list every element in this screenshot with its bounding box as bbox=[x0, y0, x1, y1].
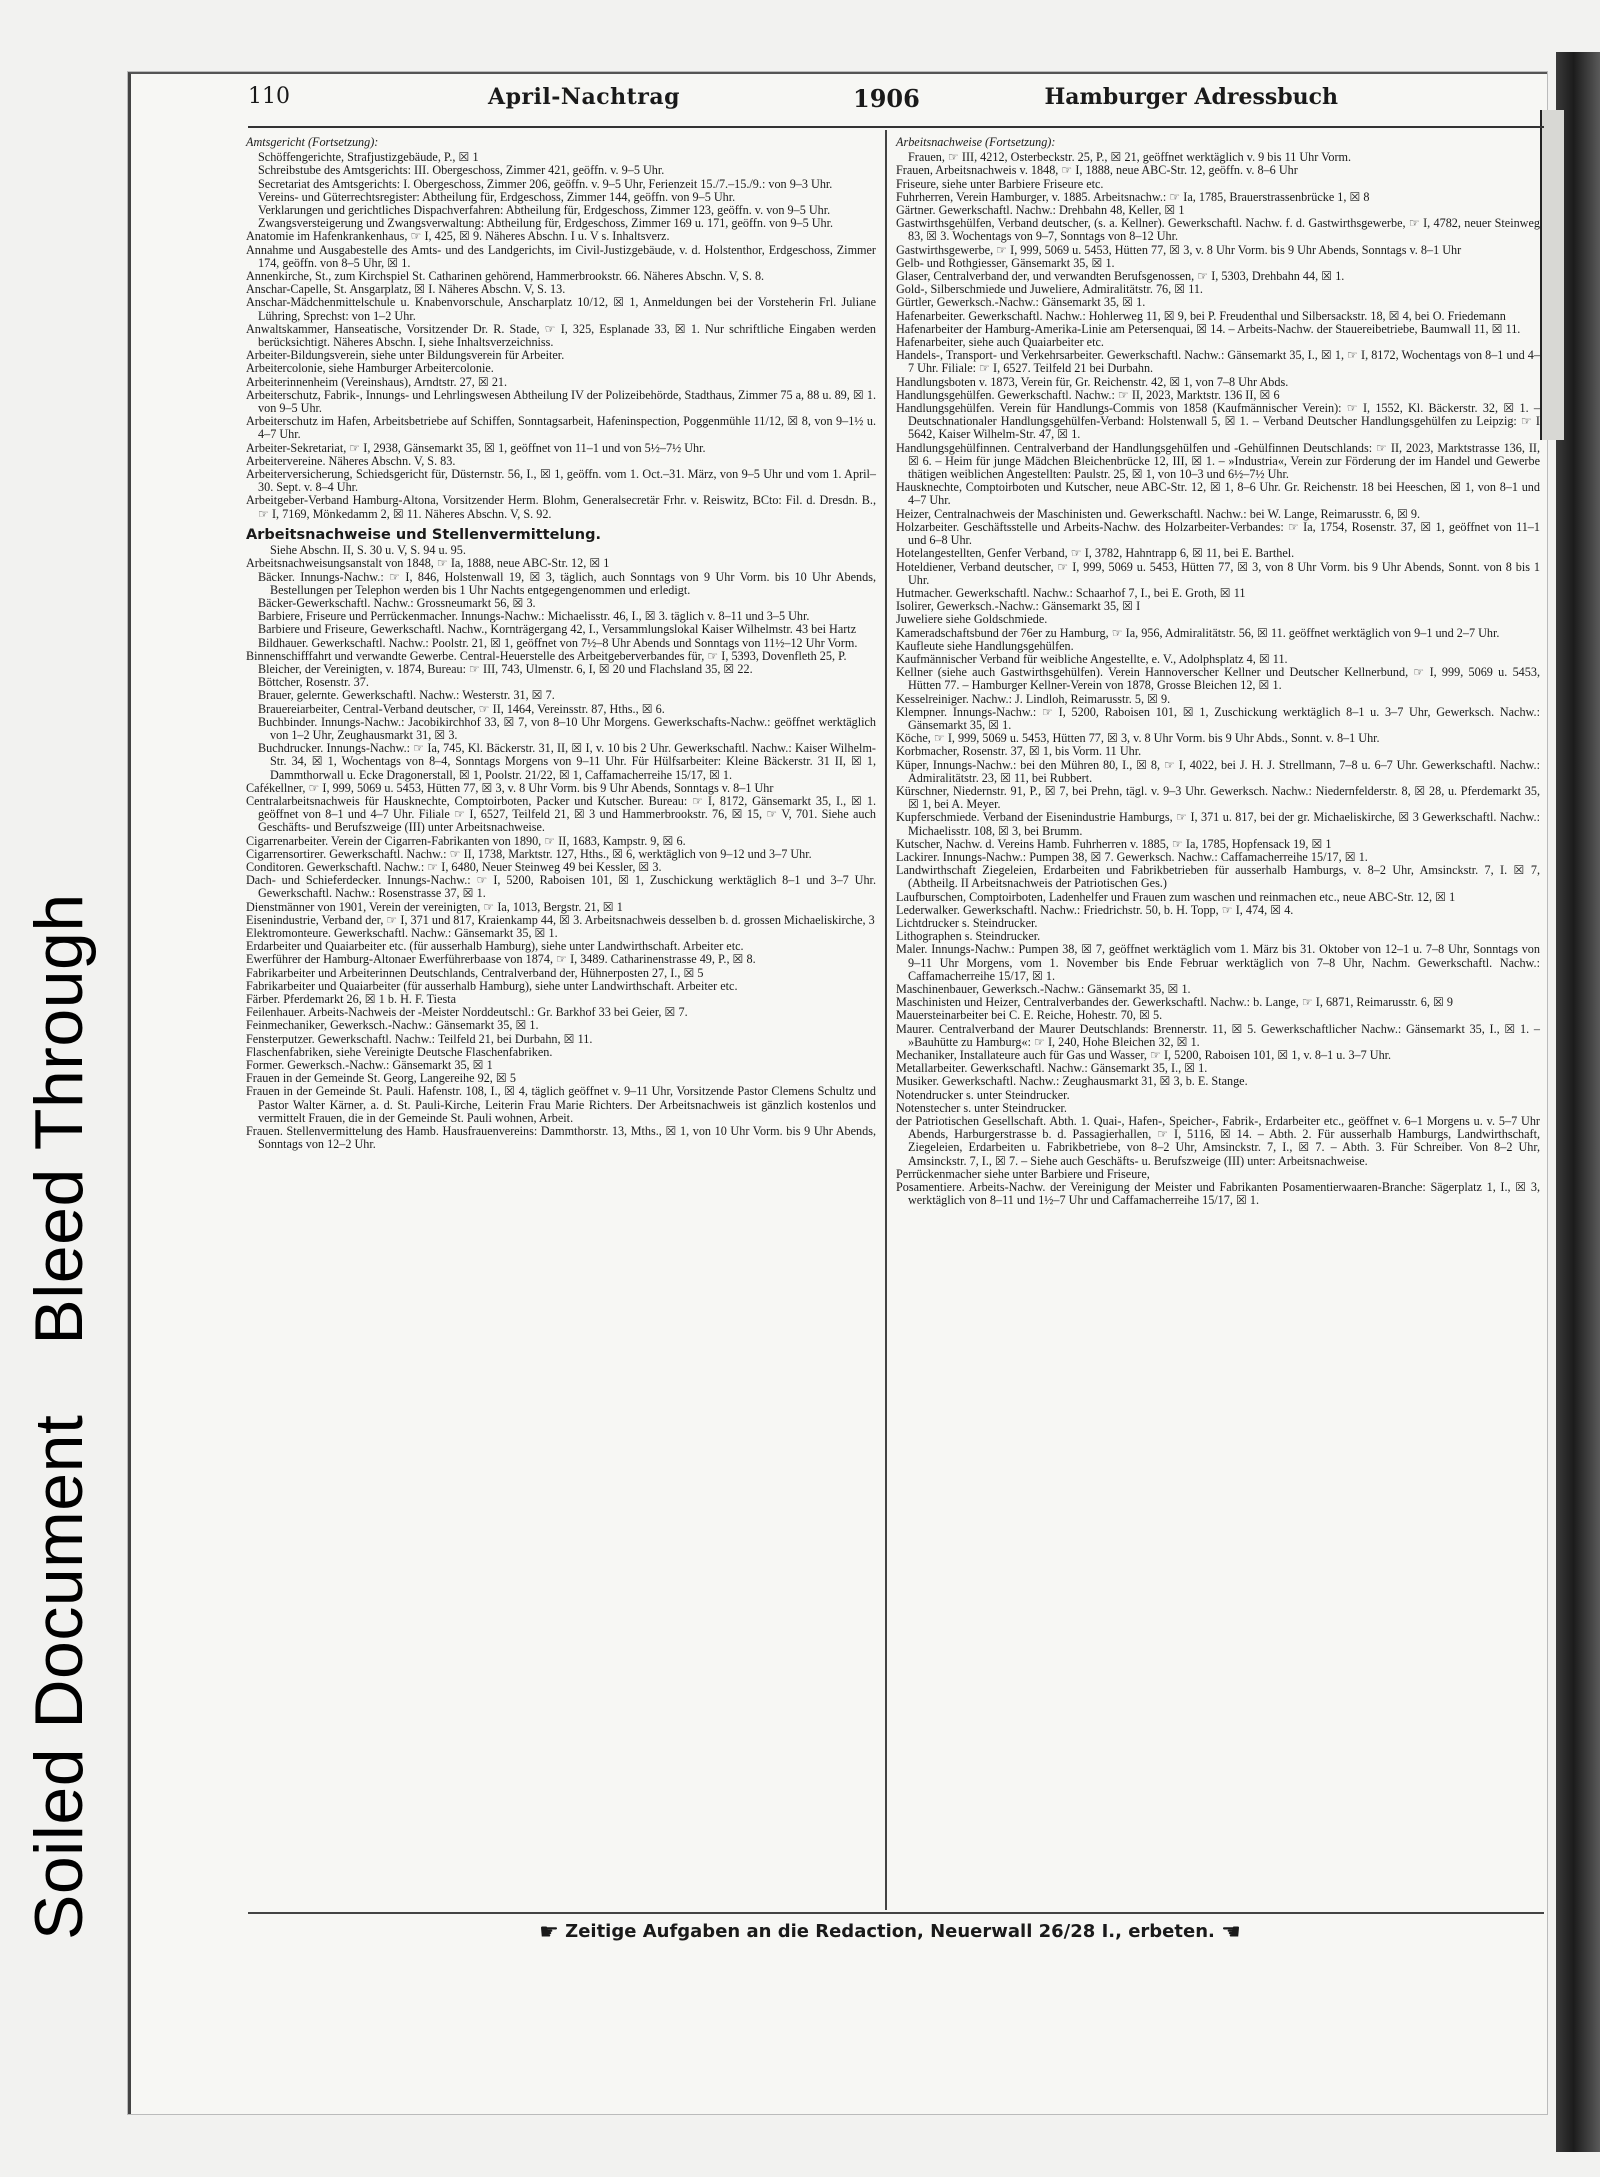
entry: Fabrikarbeiter und Arbeiterinnen Deutschlands, Centralverband der, Hühnerposten 27, I., ☒ 5 bbox=[246, 965, 704, 980]
entry: Lederwalker. Gewerkschaftl. Nachw.: Friedrichstr. 50, b. H. Topp, ☞ I, 474, ☒ 4. bbox=[896, 902, 1294, 917]
entry: Färber. Pferdemarkt 26, ☒ 1 b. H. F. Tiesta bbox=[246, 992, 457, 1006]
entry: Elektromonteure. Gewerkschaftl. Nachw.: Gänsemarkt 35, ☒ 1. bbox=[246, 925, 558, 940]
entry: Centralarbeitsnachweis für Hausknechte, Comptoirboten, Packer und Kutscher. Bureau: ☞ I, 8172, Gänsemarkt 35, I., ☒ 1. geöffnet von 8–1 und 4–7 Uhr. Filiale ☞ I, 6527, Teilfeld 21, ☒ 3 und Hammerbrookstr. 76, ☒ 15, ☞ V, 701. Siehe auch Geschäfts- und Berufszweige (III) unter Arbeitsnachweise. bbox=[246, 793, 876, 835]
entry: Handels-, Transport- und Verkehrsarbeiter. Gewerkschaftl. Nachw.: Gänsemarkt 35, I., ☒ 1, ☞ I, 8172, Wochentags von 8–1 und 4–7 Uhr. Filiale: ☞ I, 6527. Teilfeld 21 bei Durbahn. bbox=[896, 348, 1540, 376]
entry: der Patriotischen Gesellschaft. Abth. 1. Quai-, Hafen-, Speicher-, Fabrik-, Erdarbeiter etc., geöffnet v. 6–1 Morgens u. v. 5–7 Uhr Abends, Harburgerstrasse b. d. Passagierhallen, ☞ I, 5116, ☒ 14. – Abth. 2. Für ausserhalb Hamburgs, Landwirthschaft, Ziegeleien, Erdarbeiten u. Fabrikbetriebe, von 8–2 Uhr, Amsinckstr. 7, I., ☒ 7. – Abth. 3. Für Schreiber. Von 8–2 Uhr, Amsinckstr. 7, I., ☒ 7. – Siehe auch Geschäfts- u. Berufszweige (III) unter: Arbeitsnachweise. bbox=[896, 1114, 1540, 1168]
entry: Anschar-Mädchenmittelschule u. Knabenvorschule, Anscharplatz 10/12, ☒ 1, Anmeldungen bei der Vorsteherin Frl. Juliane Lühring, Sprechst: von 1–2 Uhr. bbox=[246, 295, 876, 323]
entry: Bäcker-Gewerkschaftl. Nachw.: Grossneumarkt 56, ☒ 3. bbox=[258, 595, 536, 610]
entry: Arbeiterversicherung, Schiedsgericht für, Düsternstr. 56, I., ☒ 1, geöffn. vom 1. Oct.–31. März, von 9–5 Uhr und vom 1. April–30. Sept. v. 8–4 Uhr. bbox=[246, 467, 876, 495]
entry: Hausknechte, Comptoirboten und Kutscher, neue ABC-Str. 12, ☒ 1, 8–6 Uhr. Gr. Reichenstr. 18 bei Heeschen, ☒ 1, von 8–1 und 4–7 Uhr. bbox=[896, 480, 1540, 508]
entry: Böttcher, Rosenstr. 37. bbox=[258, 675, 369, 690]
entry: Frauen, ☞ III, 4212, Osterbeckstr. 25, P., ☒ 21, geöffnet werktäglich v. 9 bis 11 Uhr Vorm. bbox=[908, 150, 1352, 165]
entry: Maler. Innungs-Nachw.: Pumpen 38, ☒ 7, geöffnet werktäglich vom 1. März bis 31. Oktober von 12–1 u. 7–8 Uhr, Sonntags von 9–11 Uhr Morgens, vom 1. November bis Ende Februar werktäglich von 7–8 Uhr, Nachm. Gewerkschaftl. Nachw.: Caffamacherreihe 15/17, ☒ 1. bbox=[896, 942, 1540, 983]
entry: Kameradschaftsbund der 76er zu Hamburg, ☞ Ia, 956, Admiralitätstr. 56, ☒ 11. geöffnet werktäglich von 9–1 und 2–7 Uhr. bbox=[896, 625, 1500, 640]
entry: Laufburschen, Comptoirboten, Ladenhelfer und Frauen zum waschen und reinmachen etc., neue ABC-Str. 12, ☒ 1 bbox=[896, 889, 1456, 904]
entry: Arbeitercolonie, siehe Hamburger Arbeitercolonie. bbox=[246, 361, 494, 376]
entry: Köche, ☞ I, 999, 5069 u. 5453, Hütten 77, ☒ 3, v. 8 Uhr Vorm. bis 9 Uhr Abds., Sonnt. v. 8–1 Uhr. bbox=[896, 731, 1380, 746]
entry: Kellner (siehe auch Gastwirthsgehülfen). Verein Hannoverscher Kellner und Deutscher Kellnerbund, ☞ I, 999, 5069 u. 5453, Hütten 77. – Hamburger Kellner-Verein von 1878, Grosse Bleichen 12, ☒ 1. bbox=[896, 665, 1540, 693]
entry: Lithographen s. Steindrucker. bbox=[896, 929, 1041, 944]
entry: Handlungsgehülfen. Verein für Handlungs-Commis von 1858 (Kaufmännischer Verein): ☞ I, 1552, Kl. Bäckerstr. 32, ☒ 1. – Deutschnationaler Handlungsgehülfen-Verband: Holstenwall 5, ☒ 1. – Verband Deutscher Handlungsgehülfen zu Leipzig: ☞ I 5642, Kaiser Wilhelm-Str. 47, ☒ 1. bbox=[896, 401, 1540, 442]
entry: Arbeiterschutz im Hafen, Arbeitsbetriebe auf Schiffen, Sonntagsarbeit, Hafeninspection, Poggenmühle 11/12, ☒ 8, von 9–1½ u. 4–7 Uhr. bbox=[246, 414, 876, 442]
entry: Bleicher, der Vereinigten, v. 1874, Bureau: ☞ III, 743, Ulmenstr. 6, I, ☒ 20 und Flachsland 35, ☒ 22. bbox=[258, 661, 753, 676]
entry: Anatomie im Hafenkrankenhaus, ☞ I, 425, ☒ 9. Näheres Abschn. I u. V s. Inhaltsverz. bbox=[246, 229, 670, 244]
entry: Arbeiterinnenheim (Vereinshaus), Arndtstr. 27, ☒ 21. bbox=[246, 374, 508, 389]
side-label-soiled: Soiled Document bbox=[21, 1414, 97, 1940]
entry: Posamentiere. Arbeits-Nachw. der Vereinigung der Meister und Fabrikanten Posamentierwaaren-Branche: Sägerplatz 1, I., ☒ 3, werktäglich von 8–11 und 1½–7 Uhr und Caffamacherreihe 15/17, ☒ 1. bbox=[896, 1180, 1540, 1208]
entry: Fensterputzer. Gewerkschaftl. Nachw.: Teilfeld 21, bei Durbahn, ☒ 11. bbox=[246, 1031, 593, 1046]
entry: Handlungsgehülfen. Gewerkschaftl. Nachw.: ☞ II, 2023, Marktstr. 136 II, ☒ 6 bbox=[896, 387, 1280, 402]
entry: Buchbinder. Innungs-Nachw.: Jacobikirchhof 33, ☒ 7, von 8–10 Uhr Morgens. Gewerkschafts-Nachw.: geöffnet werktäglich von 1–2 Uhr, Zeughausmarkt 31, ☒ 3. bbox=[258, 714, 876, 742]
entry: Friseure, siehe unter Barbiere Friseure etc. bbox=[896, 176, 1104, 191]
entry: Maschinisten und Heizer, Centralverbandes der. Gewerkschaftl. Nachw.: b. Lange, ☞ I, 6871, Reimarusstr. 6, ☒ 9 bbox=[896, 995, 1454, 1010]
entry: Metallarbeiter. Gewerkschaftl. Nachw.: Gänsemarkt 35, I., ☒ 1. bbox=[896, 1061, 1208, 1076]
entry: Maschinenbauer, Gewerksch.-Nachw.: Gänsemarkt 35, ☒ 1. bbox=[896, 982, 1191, 996]
see-reference: Siehe Abschn. II, S. 30 u. V, S. 94 u. 95. bbox=[270, 543, 466, 558]
entry: Barbiere und Friseure, Gewerkschaftl. Nachw., Kornträgergang 42, I., Versammlungslokal Kaiser Wilhelmstr. 43 bei Hartz bbox=[258, 622, 857, 637]
entry: Cafékellner, ☞ I, 999, 5069 u. 5453, Hütten 77, ☒ 3, v. 8 Uhr Vorm. bis 9 Uhr Abends, Sonntags v. 8–1 Uhr bbox=[246, 780, 774, 795]
entry: Holzarbeiter. Geschäftsstelle und Arbeits-Nachw. des Holzarbeiter-Verbandes: ☞ Ia, 1754, Rosenstr. 37, ☒ 1, geöffnet von 11–1 und 6–8 Uhr. bbox=[896, 519, 1540, 548]
entry: Kaufmännischer Verband für weibliche Angestellte, e. V., Adolphsplatz 4, ☒ 11. bbox=[896, 651, 1288, 666]
entry: Hoteldiener, Verband deutscher, ☞ I, 999, 5069 u. 5453, Hütten 77, ☒ 3, von 8 Uhr Vorm. bis 9 Uhr Abends, Sonnt. von 8 bis 1 Uhr. bbox=[896, 559, 1540, 587]
footer-notice bbox=[440, 1920, 1340, 1945]
entry: Klempner. Innungs-Nachw.: ☞ I, 5200, Raboisen 101, ☒ 1, Zuschickung werktäglich 8–1 u. 3–7 Uhr, Gewerksch. Nachw.: Gänsemarkt 35, ☒ 1. bbox=[896, 704, 1540, 732]
entry: Kaufleute siehe Handlungsgehülfen. bbox=[896, 638, 1074, 653]
page-header bbox=[248, 80, 1338, 120]
entry: Arbeitervereine. Näheres Abschn. V, S. 83. bbox=[246, 453, 456, 468]
entry: Frauen, Arbeitsnachweis v. 1848, ☞ I, 1888, neue ABC-Str. 12, geöffn. v. 8–6 Uhr bbox=[896, 163, 1298, 178]
entry: Bildhauer. Gewerkschaftl. Nachw.: Poolstr. 21, ☒ 1, geöffnet von 7½–8 Uhr Abends und Sonntags von 11½–12 Uhr Vorm. bbox=[258, 635, 858, 650]
entry: Lackirer. Innungs-Nachw.: Pumpen 38, ☒ 7. Gewerksch. Nachw.: Caffamacherreihe 15/17, ☒ 1. bbox=[896, 849, 1368, 864]
entry: Mauersteinarbeiter bei C. E. Reiche, Hohestr. 70, ☒ 5. bbox=[896, 1008, 1163, 1023]
page-number: 110 bbox=[248, 84, 290, 109]
continuation-heading: Arbeitsnachweise (Fortsetzung): bbox=[896, 135, 1056, 149]
section-title: April-Nachtrag bbox=[488, 84, 681, 110]
entry: Notenstecher s. unter Steindrucker. bbox=[896, 1100, 1067, 1115]
entry: Gürtler, Gewerksch.-Nachw.: Gänsemarkt 35, ☒ 1. bbox=[896, 295, 1146, 310]
entry: Gastwirthsgewerbe, ☞ I, 999, 5069 u. 5453, Hütten 77, ☒ 3, v. 8 Uhr Vorm. bis 9 Uhr Abends, Sonntags v. 8–1 Uhr bbox=[896, 242, 1462, 257]
entry: Handlungsboten v. 1873, Verein für, Gr. Reichenstr. 42, ☒ 1, von 7–8 Uhr Abds. bbox=[896, 374, 1289, 389]
entry: Fabrikarbeiter und Quaiarbeiter (für ausserhalb Hamburg), siehe unter Landwirthschaft. Arbeiter etc. bbox=[246, 978, 738, 993]
year: 1906 bbox=[853, 84, 920, 113]
entry: Juweliere siehe Goldschmiede. bbox=[896, 612, 1048, 627]
entry: Anschar-Capelle, St. Ansgarplatz, ☒ I. Näheres Abschn. V, S. 13. bbox=[246, 282, 566, 297]
entry: Feinmechaniker, Gewerksch.-Nachw.: Gänsemarkt 35, ☒ 1. bbox=[246, 1018, 539, 1033]
entry: Gastwirthsgehülfen, Verband deutscher, (s. a. Kellner). Gewerkschaftl. Nachw. f. d. Gastwirthsgewerbe, ☞ I, 4782, neuer Steinweg 83, ☒ 3. Wochentags von 9–7, Sonntags von 8–12 Uhr. bbox=[896, 216, 1540, 244]
entry: Küper, Innungs-Nachw.: bei den Mühren 80, I., ☒ 8, ☞ I, 4022, bei J. H. J. Strellmann, 7–8 u. 6–7 Uhr. Gewerkschaftl. Nachw.: Admiralitätstr. 23, ☒ 11, bei Rubbert. bbox=[896, 757, 1540, 785]
entry: Arbeiter-Sekretariat, ☞ I, 2938, Gänsemarkt 35, ☒ 1, geöffnet von 11–1 und von 5½–7½ Uhr. bbox=[246, 440, 706, 455]
entry: Brauereiarbeiter, Central-Verband deutscher, ☞ II, 1464, Vereinsstr. 87, Hths., ☒ 6. bbox=[258, 701, 665, 716]
entry: Brauer, gelernte. Gewerkschaftl. Nachw.: Westerstr. 31, ☒ 7. bbox=[258, 688, 555, 703]
entry: Heizer, Centralnachweis der Maschinisten und. Gewerkschaftl. Nachw.: bei W. Lange, Reimarusstr. 6, ☒ 9. bbox=[896, 506, 1421, 521]
footer-text: Zeitige Aufgaben an die Redaction, Neuerwall 26/28 I., erbeten. bbox=[565, 1921, 1215, 1942]
book-title: Hamburger Adressbuch bbox=[1044, 84, 1338, 110]
entry: Kupferschmiede. Verband der Eisenindustrie Hamburgs, ☞ I, 371 u. 817, bei der gr. Michaeliskirche, ☒ 3 Gewerkschaftl. Nachw.: Michaelisstr. 108, ☒ 3, bei Brumm. bbox=[896, 810, 1540, 838]
entry: Arbeiter-Bildungsverein, siehe unter Bildungsverein für Arbeiter. bbox=[246, 348, 565, 363]
entry: Isolirer, Gewerksch.-Nachw.: Gänsemarkt 35, ☒ I bbox=[896, 599, 1141, 614]
entry: Bäcker. Innungs-Nachw.: ☞ I, 846, Holstenwall 19, ☒ 3, täglich, auch Sonntags von 9 Uhr Vorm. bis 10 Uhr Abends, Bestellungen per Telephon werden bis 1 Uhr Nachts entgegengenommen und erledigt. bbox=[258, 569, 876, 597]
entry: Cigarrensortirer. Gewerkschaftl. Nachw.: ☞ II, 1738, Marktstr. 127, Hths., ☒ 6, werktäglich von 9–12 und 3–7 Uhr. bbox=[246, 846, 812, 861]
entry: Gold-, Silberschmiede und Juweliere, Admiralitätstr. 76, ☒ 11. bbox=[896, 282, 1203, 297]
entry: Frauen in der Gemeinde St. Georg, Langereihe 92, ☒ 5 bbox=[246, 1071, 516, 1086]
entry: Feilenhauer. Arbeits-Nachweis der -Meister Norddeutschl.: Gr. Barkhof 33 bei Geier, ☒ 7. bbox=[246, 1005, 688, 1020]
entry: Gelb- und Rothgiesser, Gänsemarkt 35, ☒ 1. bbox=[896, 255, 1115, 270]
entry: Kesselreiniger. Nachw.: J. Lindloh, Reimarusstr. 5, ☒ 9. bbox=[896, 691, 1171, 706]
entry: Mechaniker, Installateure auch für Gas und Wasser, ☞ I, 5200, Raboisen 101, ☒ 1, v. 8–1 u. 3–7 Uhr. bbox=[896, 1048, 1392, 1063]
entry: Dach- und Schieferdecker. Innungs-Nachw.: ☞ I, 5200, Raboisen 101, ☒ 1, Zuschickung werktäglich 8–1 und 3–7 Uhr. Gewerkschaftl. Nachw.: Rosenstrasse 37, ☒ 1. bbox=[246, 873, 876, 901]
entry: Arbeitgeber-Verband Hamburg-Altona, Vorsitzender Herm. Blohm, Generalsecretär Frhr. v. Reiswitz, BCto: Fil. d. Dresdn. B., ☞ I, 7169, Mönkedamm 2, ☒ 11. Näheres Abschn. V, S. 92. bbox=[246, 493, 876, 521]
entry: Frauen in der Gemeinde St. Pauli. Hafenstr. 108, I., ☒ 4, täglich geöffnet v. 9–11 Uhr, Vorsitzende Pastor Clemens Schultz und Pastor Walter Kärner, a. d. St. Pauli-Kirche, Leiterin Frau Marie Richters. Der Arbeitsnachweis ist gänzlich kostenlos und vermittelt Frauen, die in der Gemeinde St. Pauli wohnen, Arbeit. bbox=[246, 1084, 876, 1125]
entry: Lichtdrucker s. Steindrucker. bbox=[896, 915, 1038, 930]
entry: Kutscher, Nachw. d. Vereins Hamb. Fuhrherren v. 1885, ☞ Ia, 1785, Hopfensack 19, ☒ 1 bbox=[896, 836, 1332, 851]
entry: Annenkirche, St., zum Kirchspiel St. Catharinen gehörend, Hammerbrookstr. 66. Näheres Abschn. V, S. 8. bbox=[246, 269, 765, 284]
entry: Frauen. Stellenvermittelung des Hamb. Hausfrauenvereins: Dammthorstr. 13, Mths., ☒ 1, von 10 Uhr Vorm. bis 9 Uhr Abends, Sonntags von 12–2 Uhr. bbox=[246, 1124, 876, 1152]
entry: Erdarbeiter und Quaiarbeiter etc. (für ausserhalb Hamburg), siehe unter Landwirthschaft. Arbeiter etc. bbox=[246, 939, 744, 954]
pointing-hand-icon: ☛ bbox=[539, 1920, 559, 1945]
entry: Binnenschifffahrt und verwandte Gewerbe. Central-Heuerstelle des Arbeitgeberverbandes für, ☞ I, 5393, Dovenfleth 25, P. bbox=[246, 648, 847, 663]
entry: Ewerführer der Hamburg-Altonaer Ewerführerbaase von 1874, ☞ I, 3489. Catharinenstrasse 49, P., ☒ 8. bbox=[246, 952, 756, 967]
entry: Annahme und Ausgabestelle des Amts- und des Landgerichts, im Civil-Justizgebäude, v. d. Holstenthor, Erdgeschoss, Zimmer 174, geöffn. von 8–5 Uhr, ☒ 1. bbox=[246, 242, 876, 270]
entry: Buchdrucker. Innungs-Nachw.: ☞ Ia, 745, Kl. Bäckerstr. 31, II, ☒ I, v. 10 bis 2 Uhr. Gewerkschaftl. Nachw.: Kaiser Wilhelm-Str. 34, ☒ 1, Wochentags von 8–4, Sonntags Morgens von 9–11 Uhr. Für Hülfsarbeiter: Kleine Bäckerstr. 31 II, ☒ 1, Dammthorwall u. Ecke Dragonerstall, ☒ 1, Poolstr. 21/22, ☒ 1, Caffamacherreihe 15/17, ☒ 1. bbox=[258, 741, 876, 782]
entry: Fuhrherren, Verein Hamburger, v. 1885. Arbeitsnachw.: ☞ Ia, 1785, Brauerstrassenbrücke 1, ☒ 8 bbox=[896, 189, 1370, 204]
entry: Anwaltskammer, Hanseatische, Vorsitzender Dr. R. Stade, ☞ I, 325, Esplanade 33, ☒ 1. Nur schriftliche Eingaben werden berücksichtigt. Näheres Abschn. I, siehe Inhaltsverzeichniss. bbox=[246, 321, 876, 350]
right-column bbox=[896, 136, 1540, 1207]
scan-page-notch bbox=[1540, 110, 1564, 440]
entry: Zwangsversteigerung und Zwangsverwaltung: Abtheilung für, Erdgeschoss, Zimmer 169 u. 171, geöffn. von 9–5 Uhr. bbox=[258, 216, 834, 231]
entry: Secretariat des Amtsgerichts: I. Obergeschoss, Zimmer 206, geöffn. v. 9–5 Uhr, Ferienzeit 15./7.–15./9.: von 9–3 Uhr. bbox=[258, 176, 833, 191]
entry: Conditoren. Gewerkschaftl. Nachw.: ☞ I, 6480, Neuer Steinweg 49 bei Kessler, ☒ 3. bbox=[246, 859, 662, 874]
entry: Musiker. Gewerkschaftl. Nachw.: Zeughausmarkt 31, ☒ 3, b. E. Stange. bbox=[896, 1074, 1248, 1089]
pointing-hand-left-icon: ☚ bbox=[1221, 1920, 1241, 1945]
side-label bbox=[20, 893, 98, 1940]
entry: Notendrucker s. unter Steindrucker. bbox=[896, 1087, 1070, 1102]
left-column bbox=[246, 136, 876, 1151]
entry: Arbeitsnachweisungsanstalt von 1848, ☞ Ia, 1888, neue ABC-Str. 12, ☒ 1 bbox=[246, 556, 610, 571]
entry: Landwirthschaft Ziegeleien, Erdarbeiten und Fabrikbetrieben für ausserhalb Hamburgs, v. 8–2 Uhr, Amsinckstr. 7, I. ☒ 7, (Abtheilg. II Arbeitsnachweis der Patriotischen Ges.) bbox=[896, 863, 1540, 891]
entry: Hutmacher. Gewerkschaftl. Nachw.: Schaarhof 7, I., bei E. Groth, ☒ 11 bbox=[896, 585, 1246, 600]
entry: Schöffengerichte, Strafjustizgebäude, P., ☒ 1 bbox=[258, 150, 479, 165]
entry: Hafenarbeiter, siehe auch Quaiarbeiter etc. bbox=[896, 335, 1104, 350]
entry: Maurer. Centralverband der Maurer Deutschlands: Brennerstr. 11, ☒ 5. Gewerkschaftlicher Nachw.: Gänsemarkt 35, I., ☒ 1. – »Bauhütte zu Hamburg«: ☞ I, 240, Hohe Bleichen 32, ☒ 1. bbox=[896, 1021, 1540, 1049]
section-heading: Arbeitsnachweise und Stellenvermittelung. bbox=[246, 526, 601, 543]
entry: Korbmacher, Rosenstr. 37, ☒ 1, bis Vorm. 11 Uhr. bbox=[896, 744, 1142, 759]
entry: Handlungsgehülfinnen. Centralverband der Handlungsgehülfen und -Gehülfinnen Deutschlands: ☞ II, 2023, Marktstrasse 136, II, ☒ 6. – Heim für junge Mädchen Bleichenbrücke 12, III, ☒ 1. – »Industria«, Verein zur Förderung der im Handel und Gewerbe thätigen weiblichen Angestellten: Paulstr. 25, ☒ 1, von 10–3 und 6½–7½ Uhr. bbox=[896, 440, 1540, 482]
entry: Arbeiterschutz, Fabrik-, Innungs- und Lehrlingswesen Abtheilung IV der Polizeibehörde, Stadthaus, Zimmer 75 a, 88 u. 89, ☒ 1. von 9–5 Uhr. bbox=[246, 387, 876, 416]
entry: Former. Gewerksch.-Nachw.: Gänsemarkt 35, ☒ 1 bbox=[246, 1058, 493, 1073]
entry: Gärtner. Gewerkschaftl. Nachw.: Drehbahn 48, Keller, ☒ 1 bbox=[896, 203, 1185, 218]
entry: Barbiere, Friseure und Perrückenmacher. Innungs-Nachw.: Michaelisstr. 46, I., ☒ 3. täglich v. 8–11 und 3–5 Uhr. bbox=[258, 609, 810, 624]
entry: Dienstmänner von 1901, Verein der vereinigten, ☞ Ia, 1013, Bergstr. 21, ☒ 1 bbox=[246, 899, 623, 914]
side-label-bleed: Bleed Through bbox=[21, 893, 97, 1345]
entry: Hafenarbeiter. Gewerkschaftl. Nachw.: Hohlerweg 11, ☒ 9, bei P. Freudenthal und Silbersackstr. 18, ☒ 4, bei O. Friedemann bbox=[896, 308, 1506, 323]
entry: Vereins- und Güterrechtsregister: Abtheilung für, Erdgeschoss, Zimmer 144, geöffn. von 9–5 Uhr. bbox=[258, 189, 736, 204]
entry: Cigarrenarbeiter. Verein der Cigarren-Fabrikanten von 1890, ☞ II, 1683, Kampstr. 9, ☒ 6. bbox=[246, 833, 686, 848]
entry: Hotelangestellten, Genfer Verband, ☞ I, 3782, Hahntrapp 6, ☒ 11, bei E. Barthel. bbox=[896, 546, 1295, 561]
entry: Kürschner, Niedernstr. 91, P., ☒ 7, bei Prehn, tägl. v. 9–3 Uhr. Gewerksch. Nachw.: Niedernfelderstr. 8, ☒ 28, u. Pferdemarkt 35, ☒ 1, bei A. Meyer. bbox=[896, 783, 1540, 812]
footer-rule bbox=[248, 1912, 1544, 1914]
entry: Perrückenmacher siehe unter Barbiere und Friseure, bbox=[896, 1166, 1150, 1181]
entry: Hafenarbeiter der Hamburg-Amerika-Linie am Petersenquai, ☒ 14. – Arbeits-Nachw. der Stauereibetriebe, Baumwall 11, ☒ 11. bbox=[896, 321, 1521, 336]
entry: Flaschenfabriken, siehe Vereinigte Deutsche Flaschenfabriken. bbox=[246, 1044, 553, 1059]
entry: Eisenindustrie, Verband der, ☞ I, 371 und 817, Kraienkamp 44, ☒ 3. Arbeitsnachweis desselben b. d. grossen Michaeliskirche, 3 bbox=[246, 912, 875, 927]
entry: Verklarungen und gerichtliches Dispachverfahren: Abtheilung für, Erdgeschoss, Zimmer 123, geöffn. v. von 9–5 Uhr. bbox=[258, 203, 831, 218]
entry: Schreibstube des Amtsgerichts: III. Obergeschoss, Zimmer 421, geöffn. v. 9–5 Uhr. bbox=[258, 163, 665, 178]
entry: Glaser, Centralverband der, und verwandten Berufsgenossen, ☞ I, 5303, Drehbahn 44, ☒ 1. bbox=[896, 269, 1345, 284]
header-rule bbox=[248, 126, 1544, 128]
column-divider bbox=[885, 130, 887, 1910]
continuation-heading: Amtsgericht (Fortsetzung): bbox=[246, 135, 379, 149]
